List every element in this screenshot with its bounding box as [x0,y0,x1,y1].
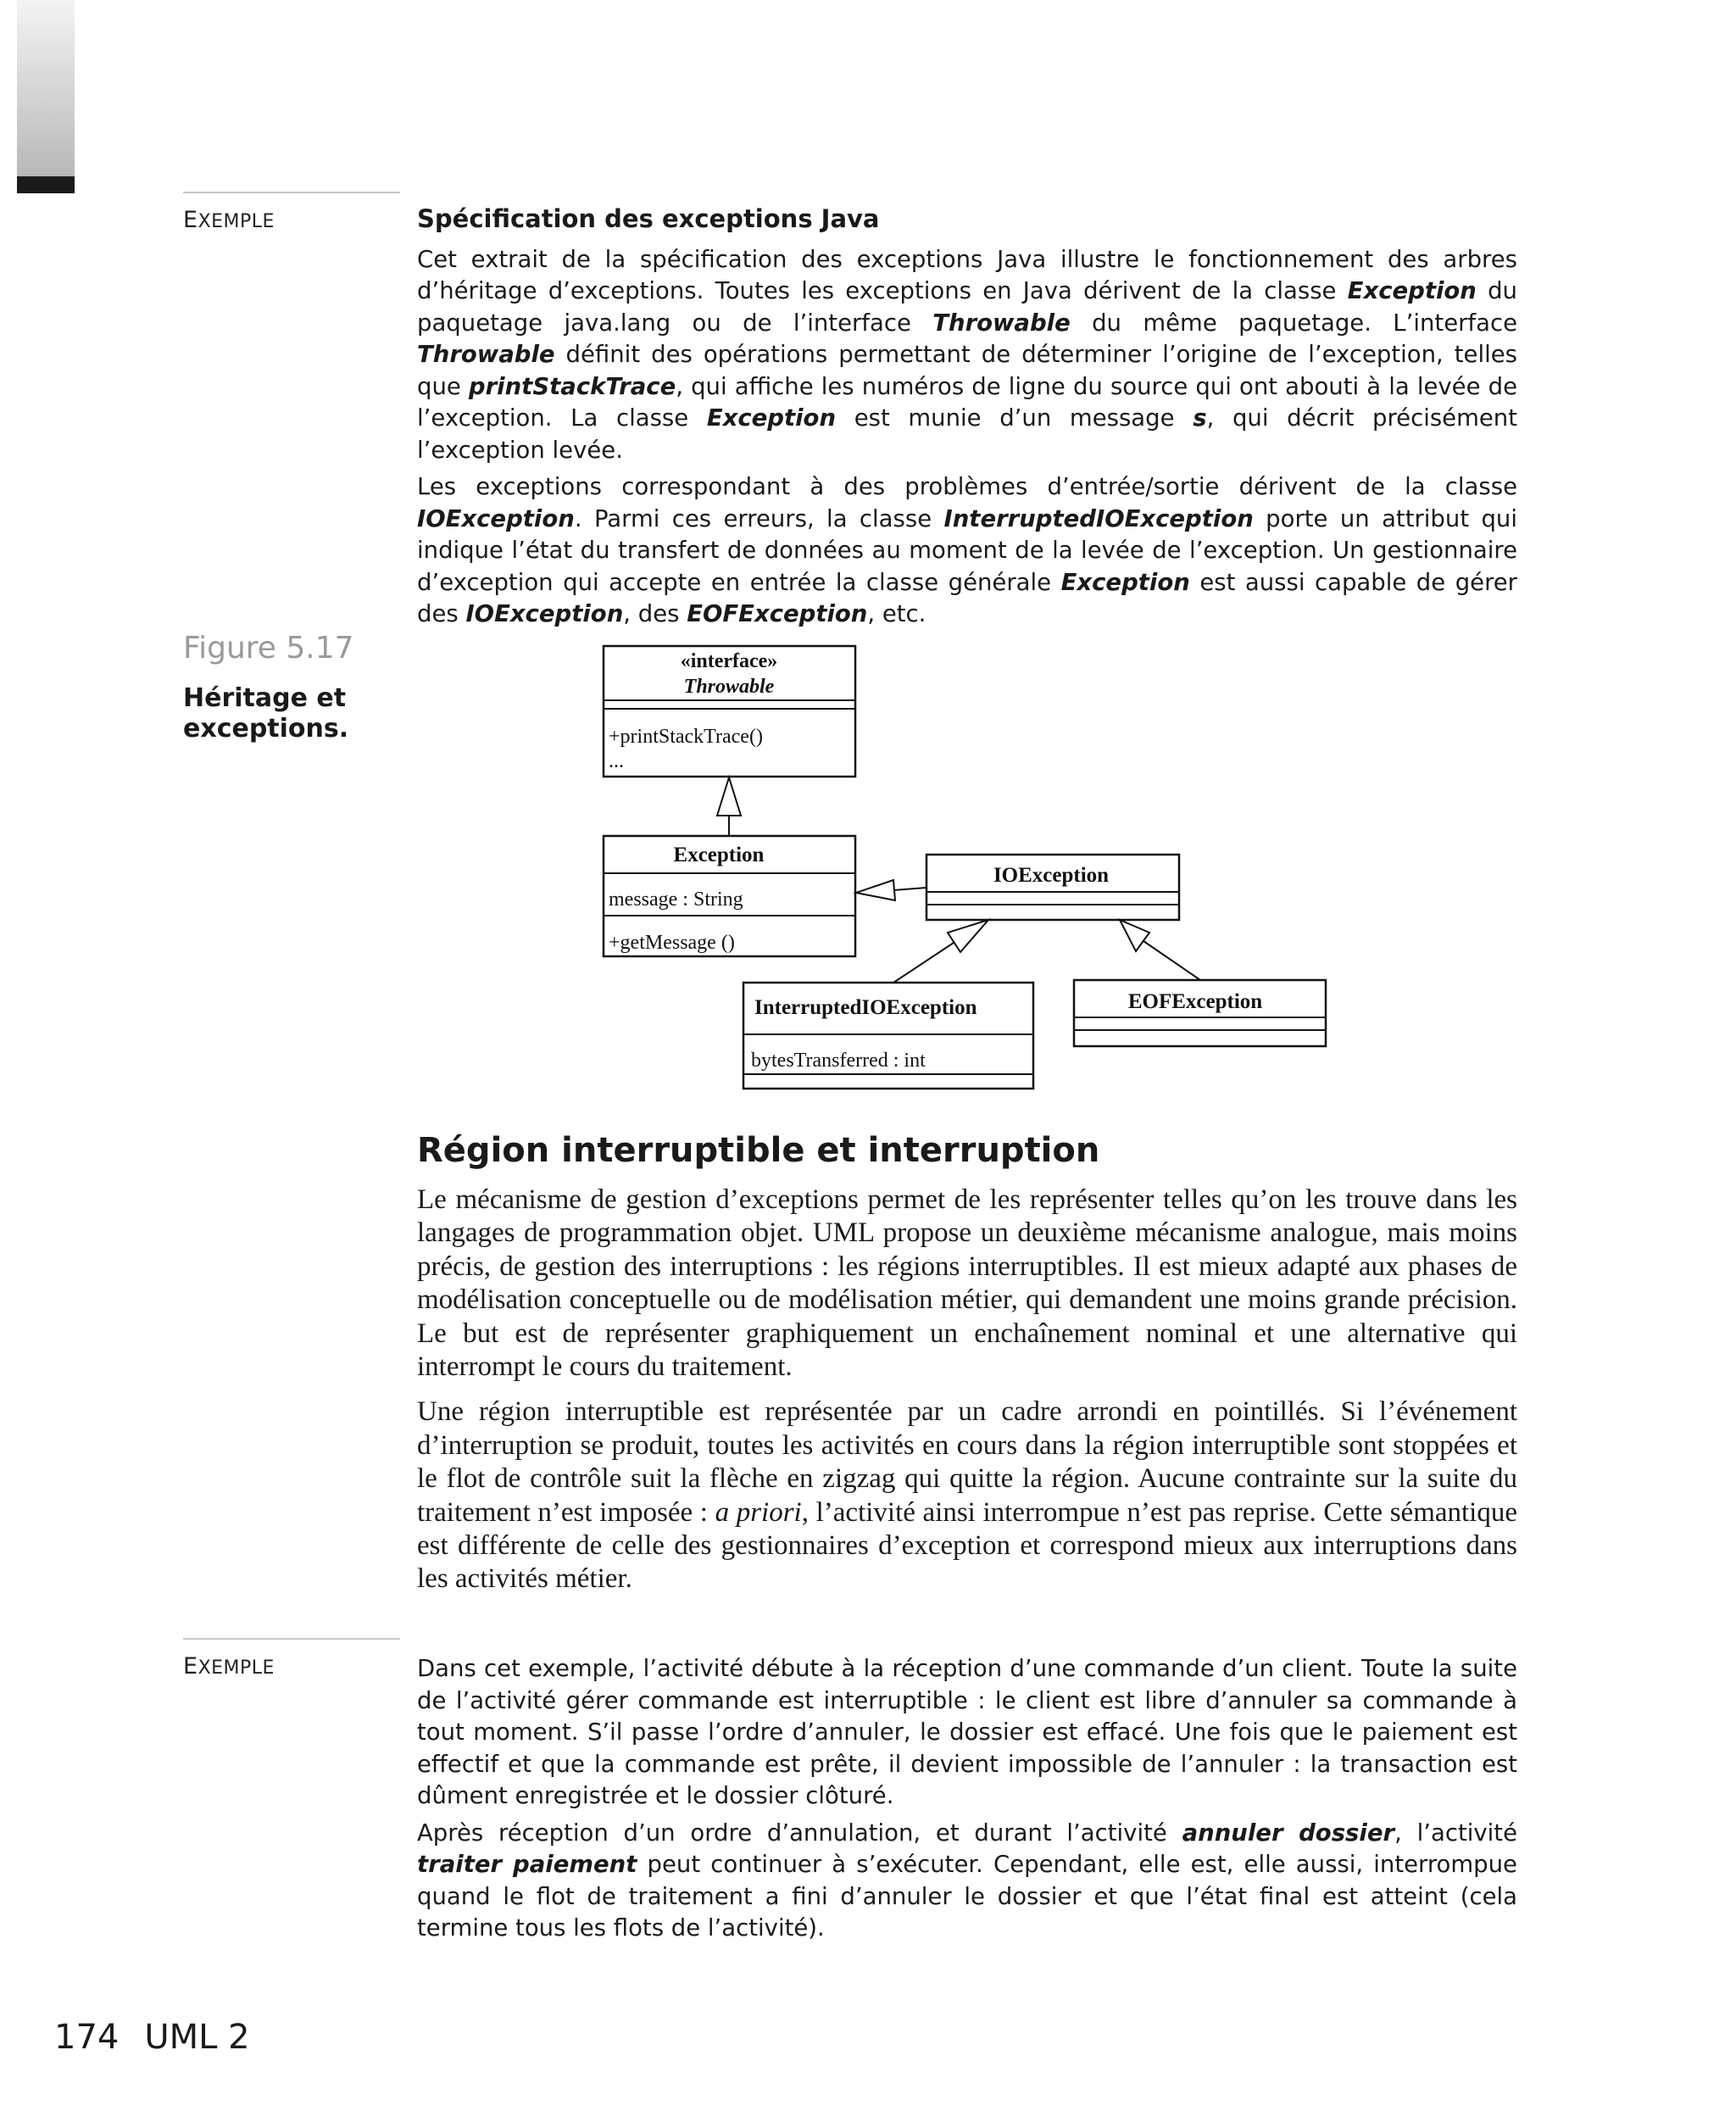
emphasis-term: Throwable [932,309,1071,337]
inheritance-arrow-exception-throwable [717,777,741,836]
interrupted-name: InterruptedIOException [754,996,977,1019]
class-eofexception [1074,980,1326,1046]
emphasis-term: Exception [706,404,837,432]
emphasis-term: EOFException [687,600,868,627]
figure-caption: Héritage et exceptions. [183,683,349,744]
exemple2-block [417,1653,1517,1945]
emphasis-term: IOException [465,600,624,627]
exemple-body [417,244,1517,631]
throwable-ellipsis: ... [609,750,624,772]
exemple-label: EXEMPLE [183,207,275,233]
exemple-paragraph-2: Les exceptions correspondant à des problèmes d’entrée/sortie dérivent de la classe IOException. Parmi ces erreurs, la classe InterruptedIOException porte un attribut qui indique l’état du transfert de données au moment de la levée de l’exception. Un gestionnaire d’exception qui accepte en entrée la classe générale Exception est aussi capable de gérer des IOException, des EOFException, etc. [417,473,1518,627]
book-title: UML 2 [144,2018,250,2057]
eof-name: EOFException [1127,990,1263,1013]
margin-rule [183,192,400,193]
exemple2-body [417,1653,1517,1945]
uml-class-diagram [593,636,1339,1098]
section-paragraph-2: Une région interruptible est représentée par un cadre arrondi en pointillés. Si l’événement d’interruption se produit, toutes les activités en cours dans la région interruptible sont stoppées et le flot de contrôle suit la flèche en zigzag qui quitte la région. Aucune contrainte sur la suite du traitement n’est imposée : a priori, l’activité ainsi interrompue n’est pas reprise. Cette sémantique est différente de celle des gestionnaires d’exception et correspond mieux aux interruptions dans les activités métier. [417,1396,1517,1595]
emphasis-term: Exception [1347,277,1477,304]
section-paragraph-1: Le mécanisme de gestion d’exceptions permet de les représenter telles qu’on les trouve dans les langages de programmation objet. UML propose un deuxième mécanisme analogue, mais moins précis, de gestion des interruptions : les régions interruptibles. Il est mieux adapté aux phases de modélisation conceptuelle ou de modélisation métier, qui demandent une moins grande précision. Le but est de représenter graphiquement un enchaînement nominal et une alternative qui interrompt le cours du traitement. [417,1184,1517,1383]
emphasis-term: IOException [417,504,575,532]
figure-number: Figure 5.17 [183,631,354,666]
interrupted-attr: bytesTransferred : int [751,1050,926,1072]
class-ioexception [926,855,1179,920]
exception-op: +getMessage () [609,932,735,954]
emphasis-a-priori: a priori [715,1496,802,1528]
margin-rule [183,1638,400,1640]
exemple2-paragraph-2: Après réception d’un ordre d’annulation, et durant l’activité annuler dossier, l’activité traiter paiement peut continuer à s’exécuter. Cependant, elle est, elle aussi, interrompue quand le flot de traitement a fini d’annuler le dossier et que l’état final est atteint (cela termine tous les flots de l’activité). [417,1819,1517,1941]
throwable-name: Throwable [683,676,775,698]
emphasis-term: s [1193,404,1207,432]
ioexception-name: IOException [993,864,1110,887]
emphasis-term: InterruptedIOException [943,504,1254,532]
exception-name: Exception [673,844,765,866]
section-title: Région interruptible et interruption [417,1131,1100,1170]
inheritance-arrow-ioexception-exception [856,880,926,900]
exemple-label: EXEMPLE [183,1653,275,1680]
emphasis-term: printStackTrace [468,372,676,400]
inheritance-arrow-interrupted-ioexception [893,920,988,983]
class-exception [604,836,855,956]
class-throwable [604,646,855,777]
exception-attr: message : String [609,889,743,911]
throwable-stereotype: «interface» [680,650,778,672]
class-interruptedioexception [743,983,1033,1089]
page-tab-bar [17,176,75,193]
section-body [417,1184,1517,1596]
page-tab-gradient [17,0,75,176]
inheritance-arrow-eof-ioexception [1120,920,1200,980]
page-footer [54,2018,250,2057]
emphasis-term: traiter paiement [417,1851,637,1878]
exemple2-paragraph-1: Dans cet exemple, l’activité débute à la réception d’une commande d’un client. Toute la suite de l’activité gérer commande est interruptible : le client est libre d’annuler sa commande à tout moment. S’il passe l’ordre d’annuler, le dossier est effacé. Une fois que le paiement est effectif et que la commande est prête, il devient impossible de l’annuler : la transaction est dûment enregistrée et le dossier clôturé. [417,1655,1517,1809]
throwable-op: +printStackTrace() [609,726,763,748]
emphasis-term: annuler dossier [1182,1819,1395,1847]
page-number: 174 [54,2018,120,2057]
exemple-block [417,203,1517,631]
emphasis-term: Exception [1060,568,1190,596]
exemple-title: Spécification des exceptions Java [417,204,880,233]
emphasis-term: Throwable [417,341,555,368]
exemple-paragraph-1: Cet extrait de la spécification des exceptions Java illustre le fonctionnement des arbres d’héritage d’exceptions. Toutes les exceptions en Java dérivent de la classe Exception du paquetage java.lang ou de l’interface Throwable du même paquetage. L’interface Throwable définit des opérations permettant de déterminer l’origine de l’exception, telles que printStackTrace, qui affiche les numéros de ligne du source qui ont abouti à la levée de l’exception. La classe Exception est munie d’un message s, qui décrit précisément l’exception levée. [417,245,1518,464]
